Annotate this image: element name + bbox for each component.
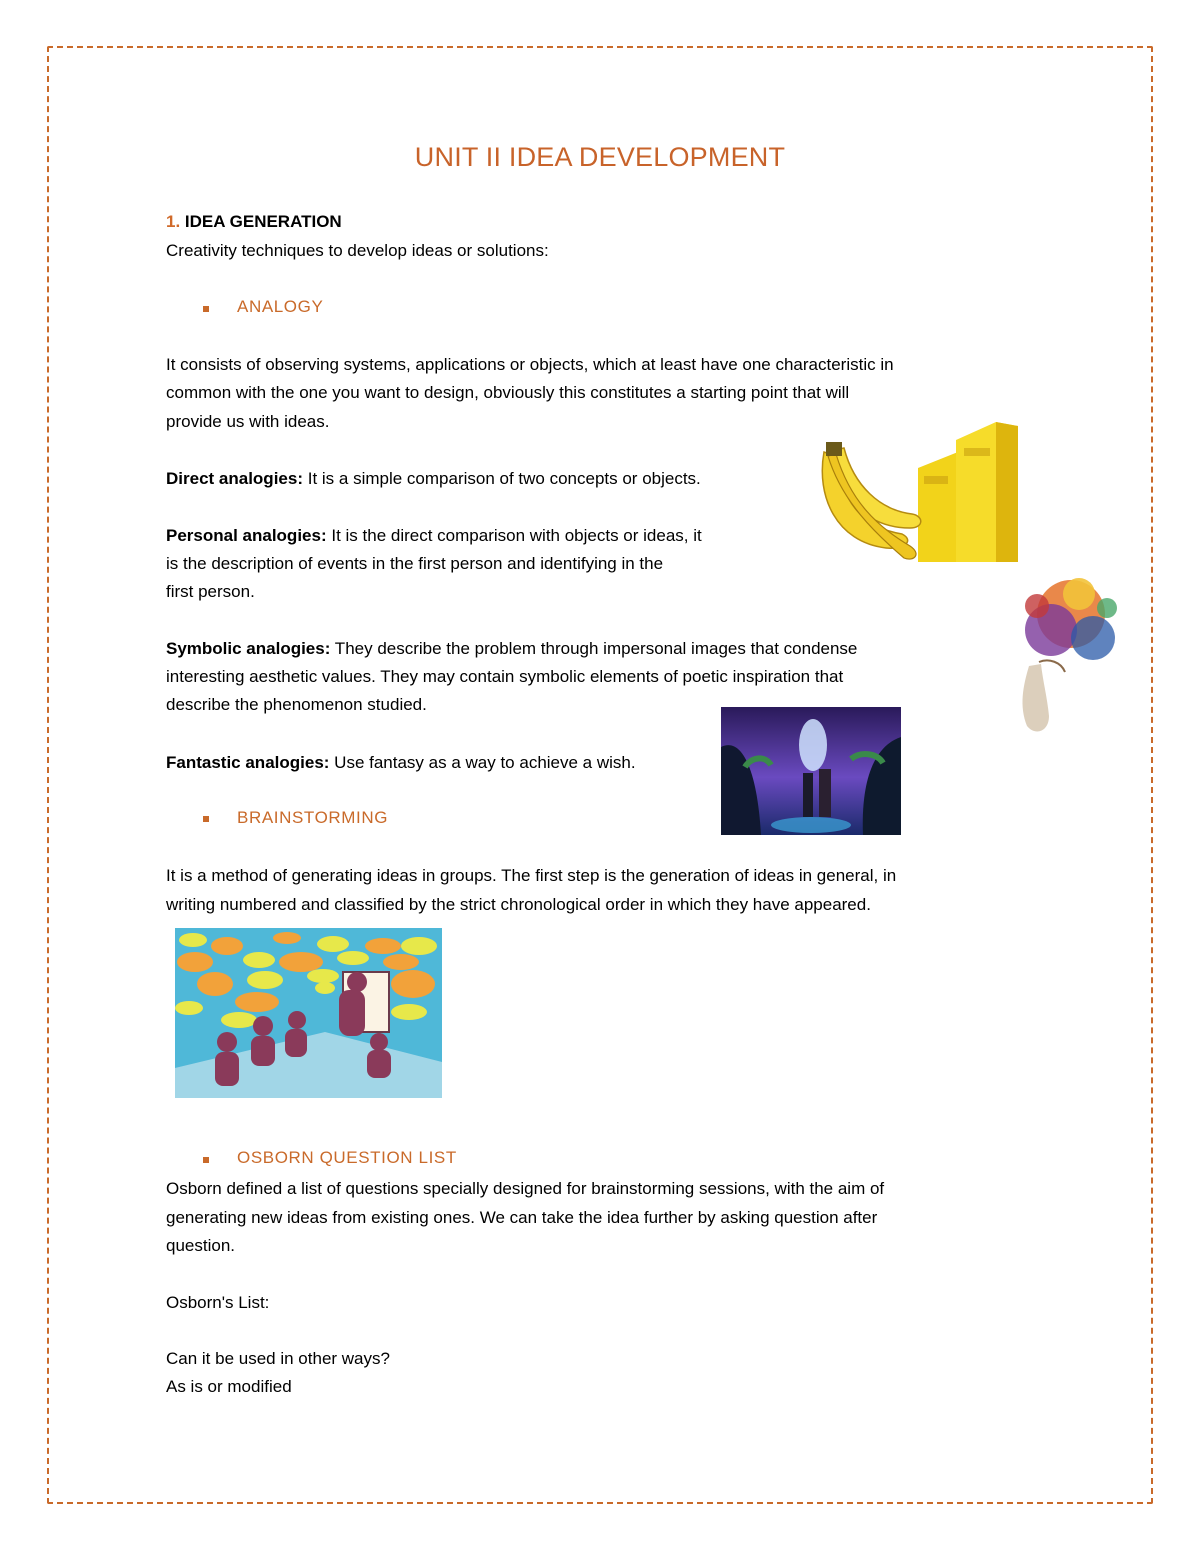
brainstorming-illustration xyxy=(175,928,442,1098)
osborn-paragraph-line: generating new ideas from existing ones. We can take the idea further by asking question after xyxy=(166,1208,878,1227)
bullet-icon xyxy=(203,1157,209,1163)
section-heading xyxy=(166,208,342,237)
symbolic-text-line: describe the phenomenon studied. xyxy=(166,695,427,714)
personal-label: Personal analogies: xyxy=(166,526,327,545)
intro-text: Creativity techniques to develop ideas or solutions: xyxy=(166,241,549,260)
creative-head-image xyxy=(979,566,1127,738)
osborn-paragraph-line: Osborn defined a list of questions specially designed for brainstorming sessions, with the aim of xyxy=(166,1179,885,1198)
fantasy-scene-image xyxy=(721,707,901,835)
symbolic-label: Symbolic analogies: xyxy=(166,639,331,658)
creative-head-illustration xyxy=(979,566,1127,738)
osborn-paragraph-line: question. xyxy=(166,1236,235,1255)
section-number: 1. xyxy=(166,212,181,231)
symbolic-text-line: interesting aesthetic values. They may contain symbolic elements of poetic inspiration that xyxy=(166,667,844,686)
osborn-list-label: Osborn's List: xyxy=(166,1293,270,1312)
personal-text-line: first person. xyxy=(166,582,255,601)
analogy-paragraph-line: common with the one you want to design, obviously this constitutes a starting point that will xyxy=(166,383,850,402)
personal-text-line: is the description of events in the first person and identifying in the xyxy=(166,554,664,573)
personal-analogies xyxy=(166,522,702,551)
brainstorming-image xyxy=(175,928,442,1098)
direct-text: It is a simple comparison of two concepts or objects. xyxy=(303,469,701,488)
direct-analogies xyxy=(166,465,701,494)
osborn-heading: OSBORN QUESTION LIST xyxy=(237,1148,457,1167)
symbolic-analogies xyxy=(166,635,857,664)
osborn-question: Can it be used in other ways? xyxy=(166,1349,390,1368)
banana-juice-illustration xyxy=(806,416,1018,562)
bullet-icon xyxy=(203,306,209,312)
section-label: IDEA GENERATION xyxy=(184,212,342,231)
fantastic-analogies xyxy=(166,749,636,778)
fantasy-scene-illustration xyxy=(721,707,901,835)
page-title: UNIT II IDEA DEVELOPMENT xyxy=(414,142,786,172)
analogy-heading: ANALOGY xyxy=(237,297,324,316)
symbolic-text: They describe the problem through impersonal images that condense xyxy=(330,639,858,658)
brainstorming-heading: BRAINSTORMING xyxy=(237,808,389,827)
brainstorming-paragraph-line: It is a method of generating ideas in groups. The first step is the generation of ideas in general, in xyxy=(166,866,897,885)
personal-text: It is the direct comparison with objects or ideas, it xyxy=(326,526,702,545)
osborn-question: As is or modified xyxy=(166,1377,292,1396)
fantastic-text: Use fantasy as a way to achieve a wish. xyxy=(329,753,636,772)
banana-juice-image xyxy=(806,416,1018,562)
direct-label: Direct analogies: xyxy=(166,469,303,488)
analogy-paragraph-line: It consists of observing systems, applications or objects, which at least have one characteristic in xyxy=(166,355,894,374)
brainstorming-paragraph-line: writing numbered and classified by the strict chronological order in which they have appeared. xyxy=(166,895,871,914)
analogy-paragraph-line: provide us with ideas. xyxy=(166,412,330,431)
fantastic-label: Fantastic analogies: xyxy=(166,753,330,772)
bullet-icon xyxy=(203,816,209,822)
